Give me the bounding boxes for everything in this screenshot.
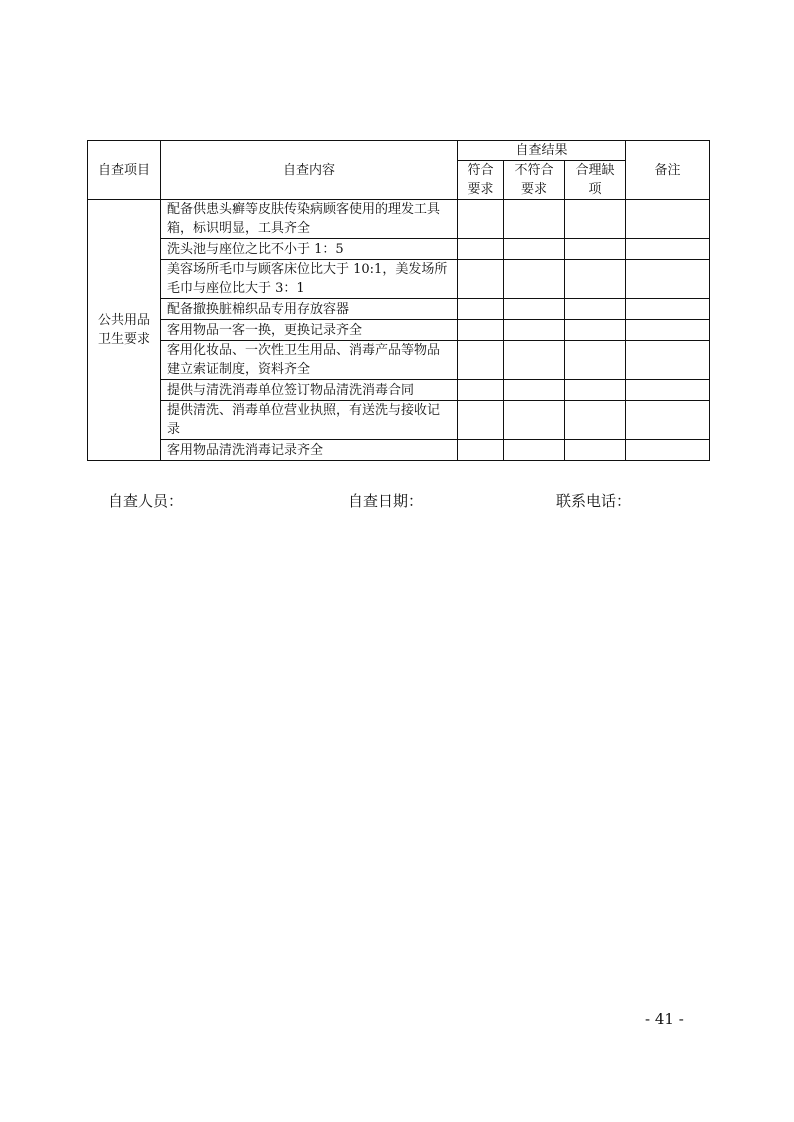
- table-row: [88, 380, 710, 401]
- content-cell: 客用物品清洗消毒记录齐全: [161, 440, 458, 461]
- content-cell: 洗头池与座位之比不小于 1：5: [161, 239, 458, 260]
- header-nonconform: 不符合 要求: [504, 161, 565, 200]
- nonconform-cell[interactable]: [504, 260, 565, 299]
- content-cell: 美容场所毛巾与顾客床位比大于 10:1，美发场所毛巾与座位比大于 3：1: [161, 260, 458, 299]
- reasonable-missing-cell[interactable]: [565, 341, 626, 380]
- remark-cell[interactable]: [626, 440, 710, 461]
- conform-cell[interactable]: [458, 320, 504, 341]
- header-content: 自查内容: [161, 141, 458, 200]
- reasonable-missing-cell[interactable]: [565, 299, 626, 320]
- nonconform-cell[interactable]: [504, 320, 565, 341]
- conform-cell[interactable]: [458, 239, 504, 260]
- remark-cell[interactable]: [626, 401, 710, 440]
- conform-cell[interactable]: [458, 341, 504, 380]
- reasonable-missing-cell[interactable]: [565, 440, 626, 461]
- footer-inspector: 自查人员：: [108, 492, 184, 510]
- nonconform-cell[interactable]: [504, 299, 565, 320]
- remark-cell[interactable]: [626, 260, 710, 299]
- header-reasonable-missing: 合理缺 项: [565, 161, 626, 200]
- footer-phone: 联系电话：: [556, 492, 632, 510]
- remark-cell[interactable]: [626, 341, 710, 380]
- header-item: 自查项目: [88, 141, 161, 200]
- conform-cell[interactable]: [458, 380, 504, 401]
- category-cell: 公共用品 卫生要求: [88, 200, 161, 461]
- remark-cell[interactable]: [626, 320, 710, 341]
- content-cell: 客用物品一客一换，更换记录齐全: [161, 320, 458, 341]
- content-cell: 配备撤换脏棉织品专用存放容器: [161, 299, 458, 320]
- reasonable-missing-cell[interactable]: [565, 401, 626, 440]
- content-cell: 提供与清洗消毒单位签订物品清洗消毒合同: [161, 380, 458, 401]
- table-row: [88, 341, 710, 380]
- table-row: [88, 401, 710, 440]
- self-check-table: [87, 140, 710, 461]
- remark-cell[interactable]: [626, 239, 710, 260]
- table-row: [88, 320, 710, 341]
- nonconform-cell[interactable]: [504, 200, 565, 239]
- remark-cell[interactable]: [626, 299, 710, 320]
- conform-cell[interactable]: [458, 260, 504, 299]
- header-result-group: 自查结果: [458, 141, 626, 161]
- nonconform-cell[interactable]: [504, 440, 565, 461]
- reasonable-missing-cell[interactable]: [565, 260, 626, 299]
- remark-cell[interactable]: [626, 200, 710, 239]
- conform-cell[interactable]: [458, 401, 504, 440]
- nonconform-cell[interactable]: [504, 401, 565, 440]
- footer-date: 自查日期：: [348, 492, 424, 510]
- conform-cell[interactable]: [458, 440, 504, 461]
- page-number: - 41 -: [645, 1010, 684, 1028]
- content-cell: 配备供患头癣等皮肤传染病顾客使用的理发工具箱，标识明显，工具齐全: [161, 200, 458, 239]
- table-row: [88, 440, 710, 461]
- reasonable-missing-cell[interactable]: [565, 200, 626, 239]
- content-cell: 客用化妆品、一次性卫生用品、消毒产品等物品建立索证制度，资料齐全: [161, 341, 458, 380]
- table-row: [88, 239, 710, 260]
- reasonable-missing-cell[interactable]: [565, 380, 626, 401]
- nonconform-cell[interactable]: [504, 380, 565, 401]
- nonconform-cell[interactable]: [504, 341, 565, 380]
- nonconform-cell[interactable]: [504, 239, 565, 260]
- conform-cell[interactable]: [458, 200, 504, 239]
- table-row: [88, 200, 710, 239]
- table-row: [88, 299, 710, 320]
- table-row: [88, 260, 710, 299]
- content-cell: 提供清洗、消毒单位营业执照，有送洗与接收记录: [161, 401, 458, 440]
- header-remark: 备注: [626, 141, 710, 200]
- conform-cell[interactable]: [458, 299, 504, 320]
- reasonable-missing-cell[interactable]: [565, 320, 626, 341]
- header-conform: 符合 要求: [458, 161, 504, 200]
- reasonable-missing-cell[interactable]: [565, 239, 626, 260]
- remark-cell[interactable]: [626, 380, 710, 401]
